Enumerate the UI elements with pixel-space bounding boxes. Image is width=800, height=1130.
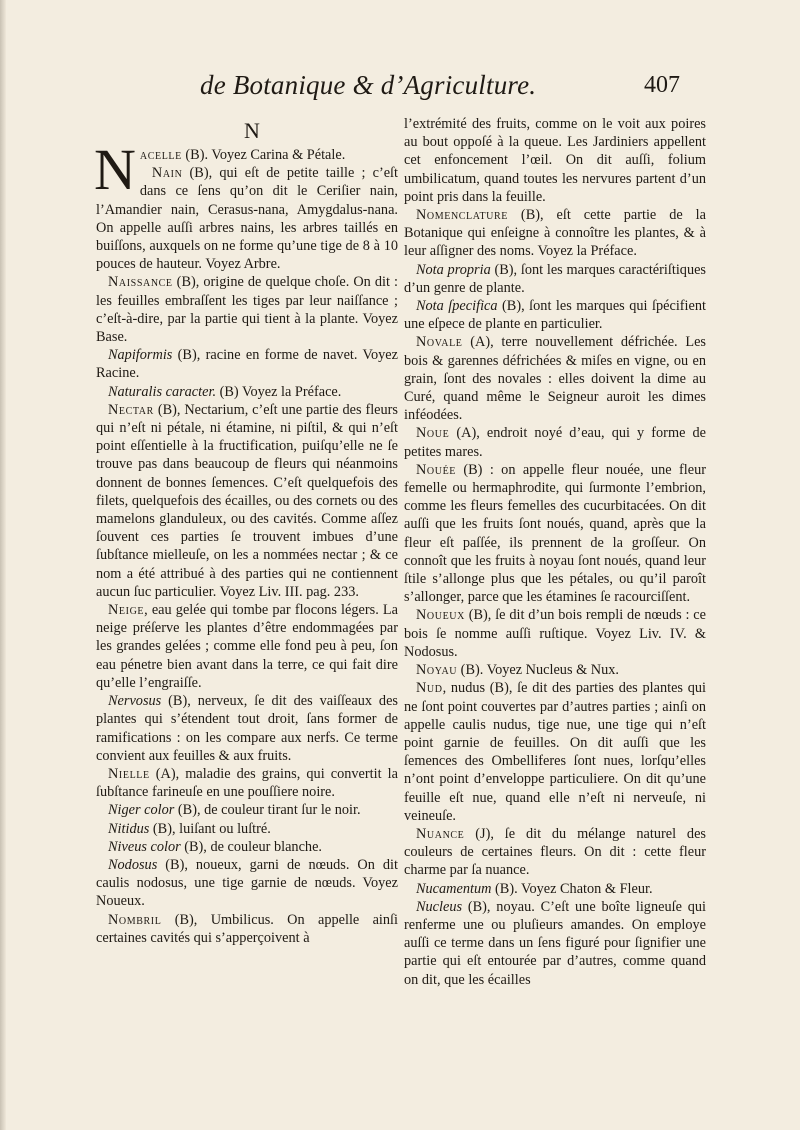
entry-headword: Nucleus	[416, 898, 463, 915]
dictionary-entry	[96, 765, 398, 801]
entry-text: (B), Umbilicus. On appelle ainſi certaines cavités qui s’apperçoivent à	[96, 911, 398, 946]
dictionary-entry	[404, 679, 706, 825]
entry-text: (B), nerveux, ſe dit des vaiſſeaux des plantes qui s’étendent tout droit, ſans former de ramifications : on les compare aux nerfs. Ce terme convient aux feuilles & aux fruits.	[96, 693, 398, 764]
entry-headword: Nud	[416, 680, 443, 697]
entry-headword: Nucamentum	[416, 880, 492, 897]
entry-headword: Nielle	[108, 765, 150, 782]
dictionary-entry	[404, 206, 706, 261]
entry-text: (B), Nectarium, c’eſt une partie des fleurs qui n’eſt ni pétale, ni étamine, ni piſtil, & qui n’eſt point eſſentielle à la fructification, puiſqu’elle ne ſe trouve pas dans beaucoup de fleurs qui néanmoins donnent de bonnes ſemences. C’eſt quelquefois des filets, quelquefois des écailles, ou des cornets ou des mamelons glanduleux, ou des cavités. Comme aſſez ſouvent ces parties ſe trouvent imbues d’une ſubſtance mielleuſe, on les a nommées nectar ; & ce nom a été attribué à des parties qui ne contiennent aucun ſuc particulier. Voyez Liv. III. pag. 233.	[96, 401, 398, 600]
entry-text: (A), endroit noyé d’eau, qui y forme de petites mares.	[404, 425, 706, 460]
entry-headword: Nuance	[416, 825, 465, 842]
dictionary-entry	[404, 461, 706, 607]
dictionary-entry	[96, 820, 398, 838]
dictionary-entry	[404, 333, 706, 424]
entry-headword: Naturalis caracter.	[108, 383, 217, 400]
entry-headword: Noue	[416, 425, 450, 442]
entry-text: (B), noueux, garni de nœuds. On dit caulis nodosus, une tige garnie de nœuds. Voyez Noueux.	[96, 856, 398, 910]
entry-headword: Novale	[416, 334, 463, 351]
entry-text: l’extrémité des fruits, comme on le voit aux poires au bout oppoſé à la queue. Les Jardiniers appellent cet enfoncement l’œil. On dit auſſi, folium umbilicatum, quand toutes les nervures partent d’un point pris dans la feuille.	[404, 116, 706, 205]
entry-text: (B), ſont les marques caractériſtiques d’un genre de plante.	[404, 261, 706, 296]
entry-headword: Naissance	[108, 274, 173, 291]
dictionary-entry	[96, 601, 398, 692]
entry-text: , nudus (B), ſe dit des parties des plantes qui ne ſont point couvertes par d’autres parties ; ainſi on appelle caulis nudus, tige nue, une tige qui n’eſt point garnie de feuilles. On dit auſſi que les ſemences des Ombelliferes ſont nues, lorſqu’elles n’ont point d’enveloppe particuliere. On dit qu’une feuille eſt nue, quand elle n’eſt ni nerveuſe, ni veineuſe.	[404, 680, 706, 824]
entry-text: (B). Voyez Nucleus & Nux.	[457, 662, 619, 679]
dictionary-entry	[404, 661, 706, 679]
entry-text: (B), de couleur tirant ſur le noir.	[174, 802, 361, 819]
entry-headword: Nodosus	[108, 856, 158, 873]
entry-headword: Nota ſpecifica	[416, 298, 498, 315]
dictionary-entry	[404, 606, 706, 661]
entry-text: (B), origine de quelque choſe. On dit : les feuilles embraſſent les tiges par leur naiſſance ; c’eſt-à-dire, par la partie qui tient à la plante. Voyez Base.	[96, 274, 398, 346]
dictionary-entry	[96, 911, 398, 947]
entry-headword: Neige	[108, 602, 145, 619]
left-column	[96, 118, 398, 947]
dictionary-entry	[96, 801, 398, 819]
entry-text: (J), ſe dit du mélange naturel des couleurs de certaines fleurs. On dit : cette fleur charme par ſa nuance.	[404, 825, 706, 879]
entry-headword: Noyau	[416, 662, 458, 679]
entry-headword: Napiformis	[108, 347, 173, 364]
entry-headword: Nomenclature	[416, 207, 508, 224]
entry-headword: acelle	[139, 147, 182, 163]
entry-text: (B), qui eſt de petite taille ; c’eſt dans ce ſens qu’on dit le Ceriſier nain, l’Amandier nain, Cerasus-nana, Amygdalus-nana. On appelle auſſi arbres nains, les arbres taillés en buiſſons, auxquels on ne forme qu’une tige de 8 à 10 pouces de hauteur. Voyez Arbre.	[96, 165, 398, 273]
entry-text: (A), maladie des grains, qui convertit la ſubſtance farineuſe en une pouſſiere noire.	[96, 765, 398, 801]
dictionary-entry	[96, 164, 398, 273]
drop-capital: N	[94, 137, 136, 202]
dictionary-entry	[96, 692, 398, 765]
entry-headword: Nain	[151, 165, 183, 182]
dictionary-entry	[404, 297, 706, 333]
entry-text: (B) : on appelle fleur nouée, une fleur femelle ou hermaphrodite, qui ſurmonte l’embrion, comme les fleurs femelles des cucurbitacées. On dit auſſi que les fruits ſont noués, quand, après que la fleur eſt paſſée, ils prennent de la groſſeur. On connoît que les fruits à noyau ſont noués, quand leur ſtile s’allonge plus que les pétales, ou qu’il paroît s’allonger, parce que les étamines ſe racourciſſent.	[404, 461, 706, 606]
dictionary-entry	[404, 825, 706, 880]
entry-headword: Niveus color	[108, 838, 181, 855]
entry-headword: Nitidus	[108, 820, 150, 837]
entry-headword: Nectar	[108, 401, 154, 418]
dictionary-entry	[96, 838, 398, 856]
entry-text: (B), ſe dit d’un bois rempli de nœuds : ce bois ſe nomme auſſi ruſtique. Voyez Liv. IV. & Nodosus.	[404, 607, 706, 660]
entry-text: (B), noyau. C’eſt une boîte ligneuſe qui renferme une ou pluſieurs amandes. On employe auſſi ce terme dans un ſens figuré pour ſignifier une partie qui eſt entourée par d’autres, comme quand on dit, que les écailles	[404, 898, 706, 988]
dictionary-entry	[96, 401, 398, 601]
running-title: de Botanique & d’Agriculture.	[200, 70, 537, 100]
dictionary-entry	[404, 424, 706, 460]
dictionary-entry	[96, 346, 398, 382]
entry-headword: Nota propria	[416, 261, 491, 278]
dictionary-entry	[404, 898, 706, 989]
page-header	[200, 70, 680, 110]
entry-headword: Noueux	[416, 607, 465, 624]
entry-text: (A), terre nouvellement défrichée. Les bois & garennes défrichées & miſes en vigne, ou en grain, ſont des novales : elles doivent la dime au Curé, quand même le Seigneur auroit les dimes inféodées.	[404, 334, 706, 424]
page-number: 407	[644, 72, 680, 98]
entry-text: (B), eſt cette partie de la Botanique qui enſeigne à connoître les plantes, & à leur aſſigner des noms. Voyez la Préface.	[404, 207, 706, 260]
dictionary-entry	[404, 115, 706, 206]
left-entries	[94, 137, 398, 947]
entry-text: (B), ſont les marques qui ſpécifient une eſpece de plante en particulier.	[404, 298, 706, 333]
dictionary-entry	[404, 880, 706, 898]
right-column	[404, 115, 706, 989]
dictionary-entry	[96, 273, 398, 346]
entry-headword: Niger color	[108, 802, 175, 819]
entry-text: (B) Voyez la Préface.	[216, 383, 342, 400]
dictionary-entry	[404, 261, 706, 297]
dictionary-entry	[96, 383, 398, 401]
entry-text: (B), de couleur blanche.	[180, 838, 322, 855]
entry-text: , eau gelée qui tombe par flocons légers. La neige préſerve les plantes d’être endommagées par les grandes gelées ; comme elle fond peu à peu, ſon eau pénetre bien avant dans la terre, ce qui fait dire qu’elle l’engraiſſe.	[96, 602, 398, 691]
section-letter: N	[244, 118, 260, 143]
entry-headword: Nouée	[416, 461, 456, 478]
right-entries	[404, 115, 706, 989]
entry-headword: Nombril	[108, 911, 162, 928]
entry-text: (B), luiſant ou luſtré.	[149, 820, 271, 837]
dictionary-entry	[96, 856, 398, 911]
page-gutter-shadow	[0, 0, 6, 1130]
entry-text: (B), racine en forme de navet. Voyez Racine.	[96, 347, 398, 382]
entry-text: (B). Voyez Chaton & Fleur.	[491, 880, 653, 897]
entry-headword: Nervosus	[108, 693, 162, 710]
entry-text: (B). Voyez Carina & Pétale.	[181, 147, 346, 163]
